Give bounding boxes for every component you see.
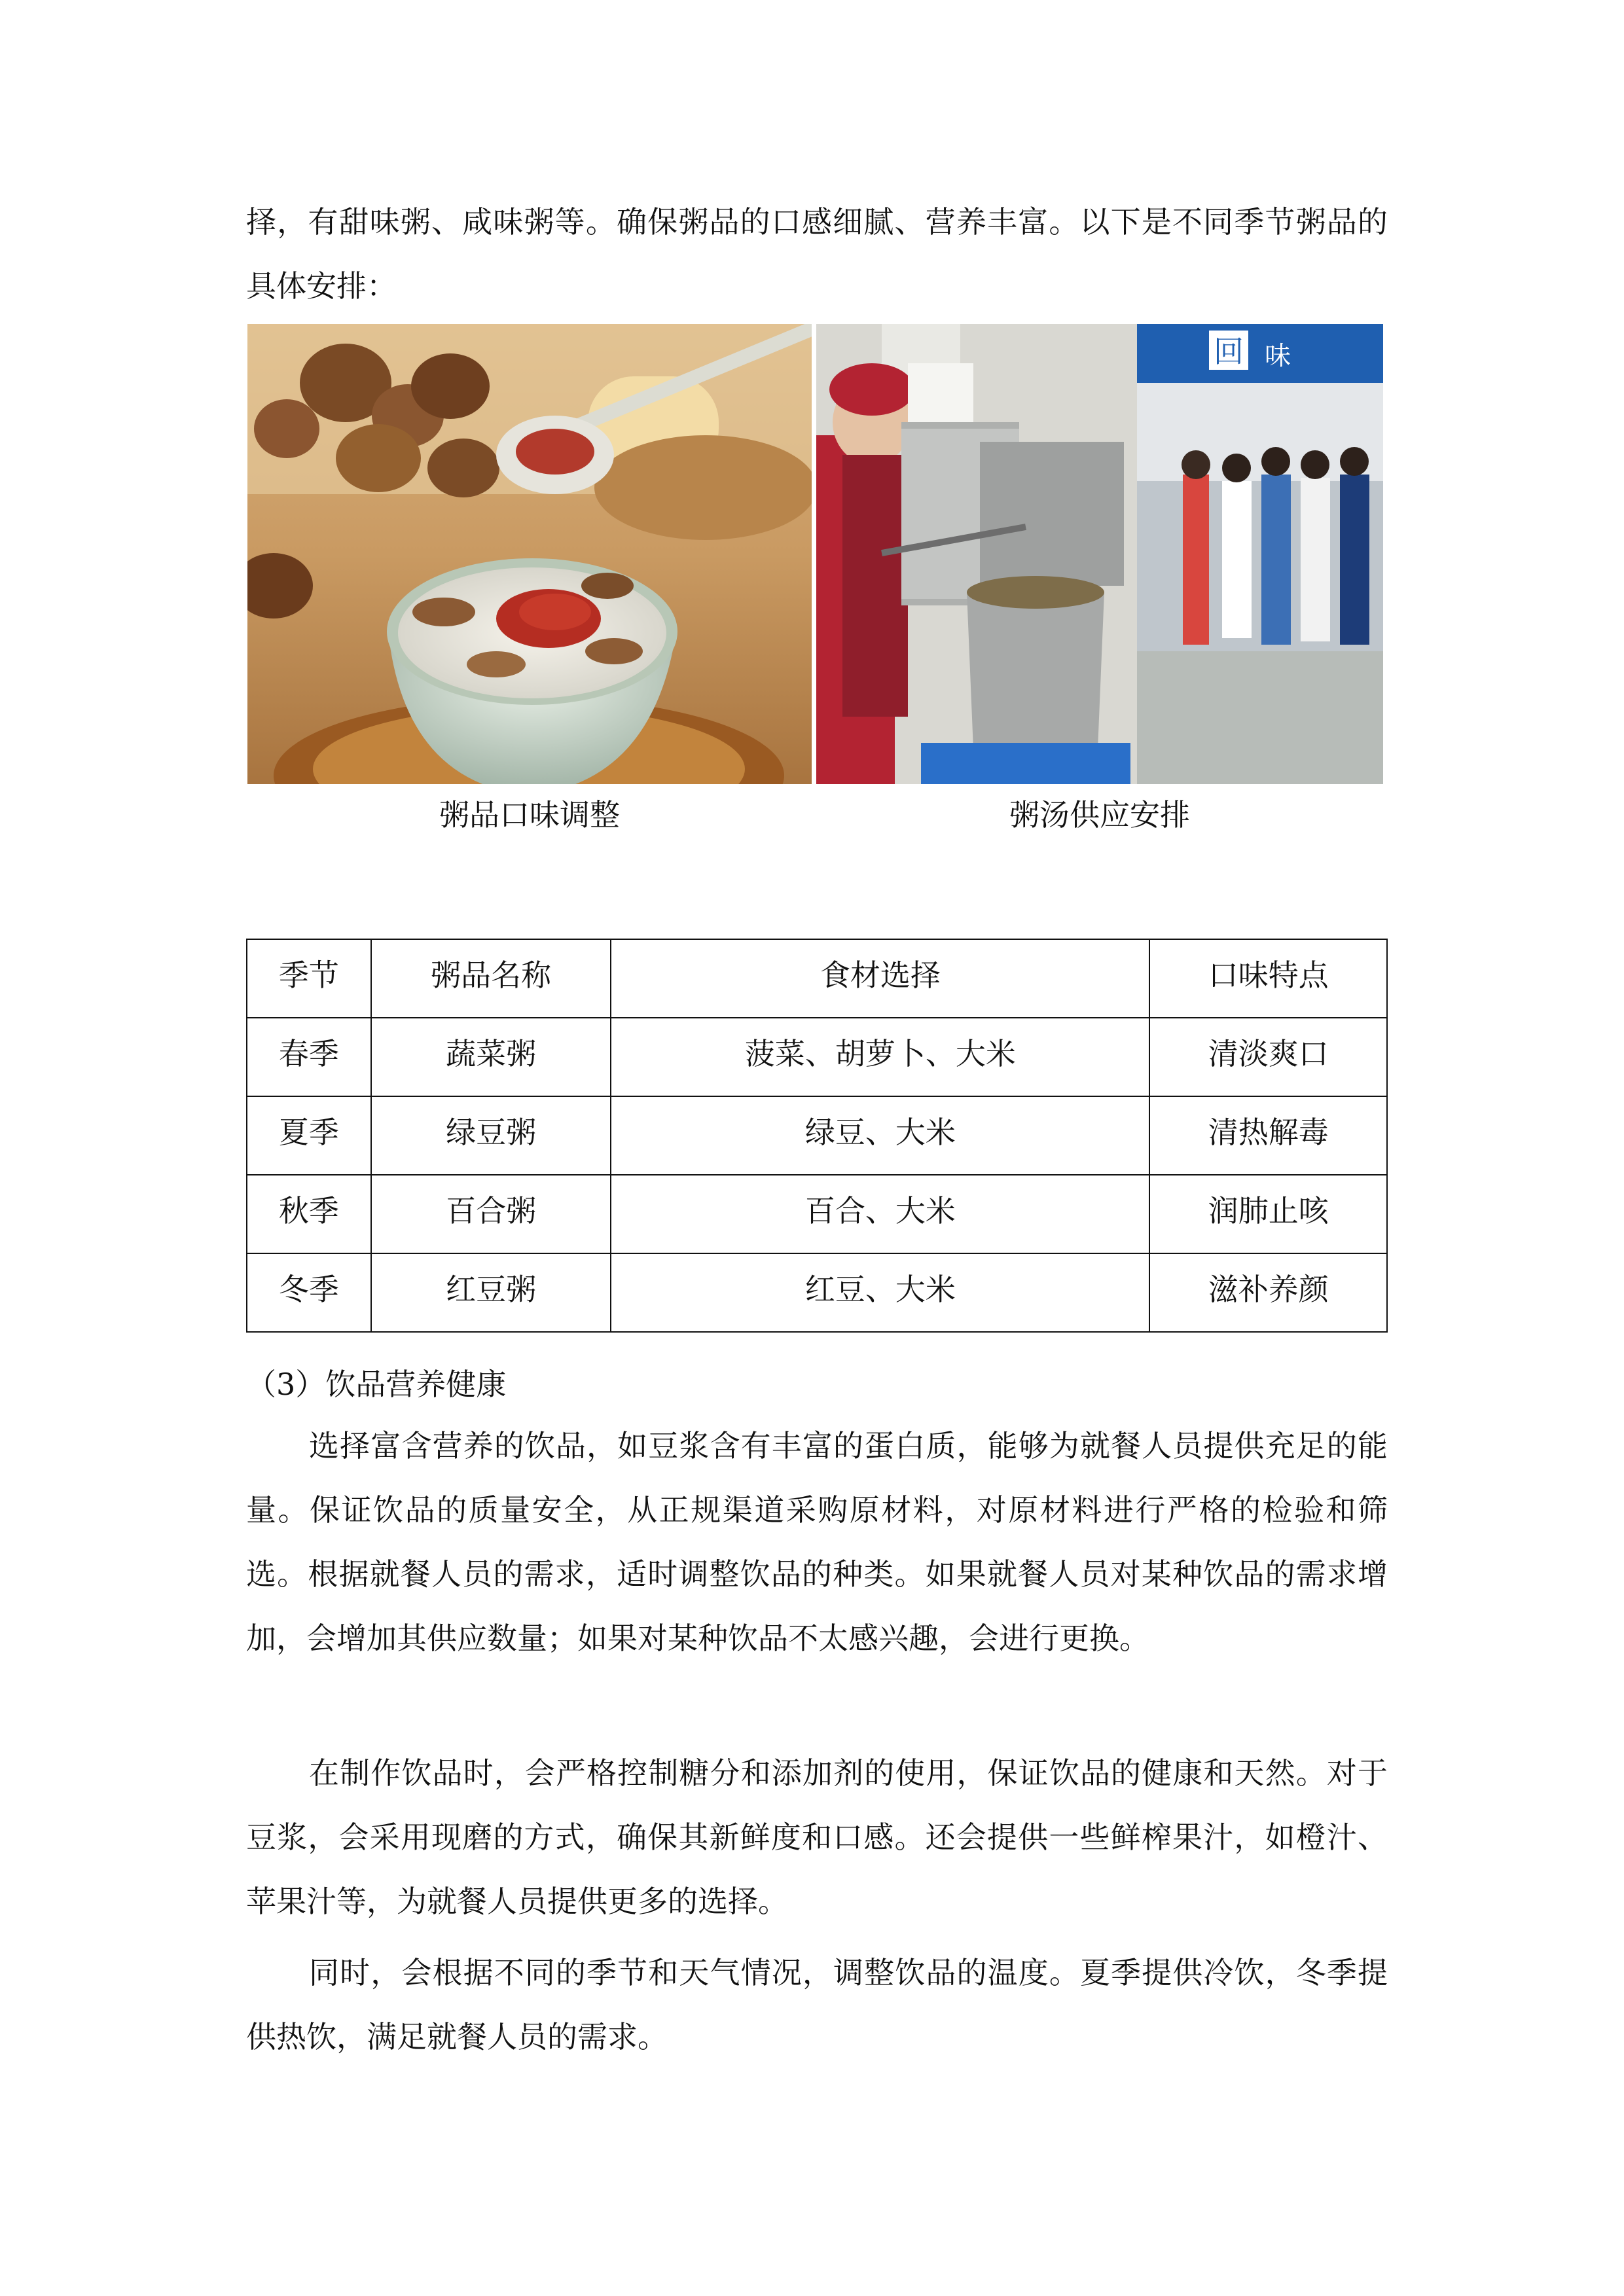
cell-congee-name: 红豆粥 bbox=[371, 1253, 611, 1332]
table-row bbox=[247, 1096, 1387, 1175]
body-paragraph: 在制作饮品时，会严格控制糖分和添加剂的使用，保证饮品的健康和天然。对于豆浆，会采用现磨的方式，确保其新鲜度和口感。还会提供一些鲜榨果汁，如橙汁、苹果汁等，为就餐人员提供更多的选择。 bbox=[246, 1755, 1388, 1919]
canteen-serving-illustration bbox=[816, 324, 1383, 784]
cell-congee-name: 蔬菜粥 bbox=[371, 1018, 611, 1096]
header-ingredients: 食材选择 bbox=[611, 939, 1149, 1018]
table-header-row bbox=[247, 939, 1387, 1018]
right-photo-caption: 粥汤供应安排 bbox=[1009, 797, 1190, 833]
sign-char-1: 回 bbox=[1214, 334, 1244, 369]
intro-paragraph: 择，有甜味粥、咸味粥等。确保粥品的口感细腻、营养丰富。以下是不同季节粥品的具体安排： bbox=[246, 204, 1388, 304]
section-heading: （3）饮品营养健康 bbox=[246, 1367, 507, 1402]
cell-ingredients: 红豆、大米 bbox=[611, 1253, 1149, 1332]
cell-flavor: 滋补养颜 bbox=[1149, 1253, 1387, 1332]
canteen-serving-photo bbox=[816, 324, 1383, 784]
cell-ingredients: 百合、大米 bbox=[611, 1175, 1149, 1253]
cell-congee-name: 绿豆粥 bbox=[371, 1096, 611, 1175]
cell-season: 冬季 bbox=[247, 1253, 371, 1332]
cell-flavor: 润肺止咳 bbox=[1149, 1175, 1387, 1253]
header-season: 季节 bbox=[247, 939, 371, 1018]
left-photo-caption: 粥品口味调整 bbox=[439, 797, 620, 833]
cell-ingredients: 绿豆、大米 bbox=[611, 1096, 1149, 1175]
body-paragraph: 同时，会根据不同的季节和天气情况，调整饮品的温度。夏季提供冷饮，冬季提供热饮，满足就餐人员的需求。 bbox=[246, 1955, 1388, 2054]
cell-season: 秋季 bbox=[247, 1175, 371, 1253]
cell-congee-name: 百合粥 bbox=[371, 1175, 611, 1253]
header-flavor: 口味特点 bbox=[1149, 939, 1387, 1018]
table-row bbox=[247, 1018, 1387, 1096]
congee-bowl-photo bbox=[247, 324, 812, 784]
cell-season: 夏季 bbox=[247, 1096, 371, 1175]
sign-char-2: 味 bbox=[1265, 341, 1291, 371]
table-row bbox=[247, 1175, 1387, 1253]
congee-bowl-illustration bbox=[247, 324, 812, 784]
table-row bbox=[247, 1253, 1387, 1332]
cell-season: 春季 bbox=[247, 1018, 371, 1096]
seasonal-congee-table bbox=[246, 939, 1388, 1333]
cell-flavor: 清热解毒 bbox=[1149, 1096, 1387, 1175]
header-congee-name: 粥品名称 bbox=[371, 939, 611, 1018]
cell-flavor: 清淡爽口 bbox=[1149, 1018, 1387, 1096]
cell-ingredients: 菠菜、胡萝卜、大米 bbox=[611, 1018, 1149, 1096]
body-paragraph: 选择富含营养的饮品，如豆浆含有丰富的蛋白质，能够为就餐人员提供充足的能量。保证饮品的质量安全，从正规渠道采购原材料，对原材料进行严格的检验和筛选。根据就餐人员的需求，适时调整饮品的种类。如果就餐人员对某种饮品的需求增加，会增加其供应数量；如果对某种饮品不太感兴趣，会进行更换。 bbox=[246, 1428, 1388, 1656]
